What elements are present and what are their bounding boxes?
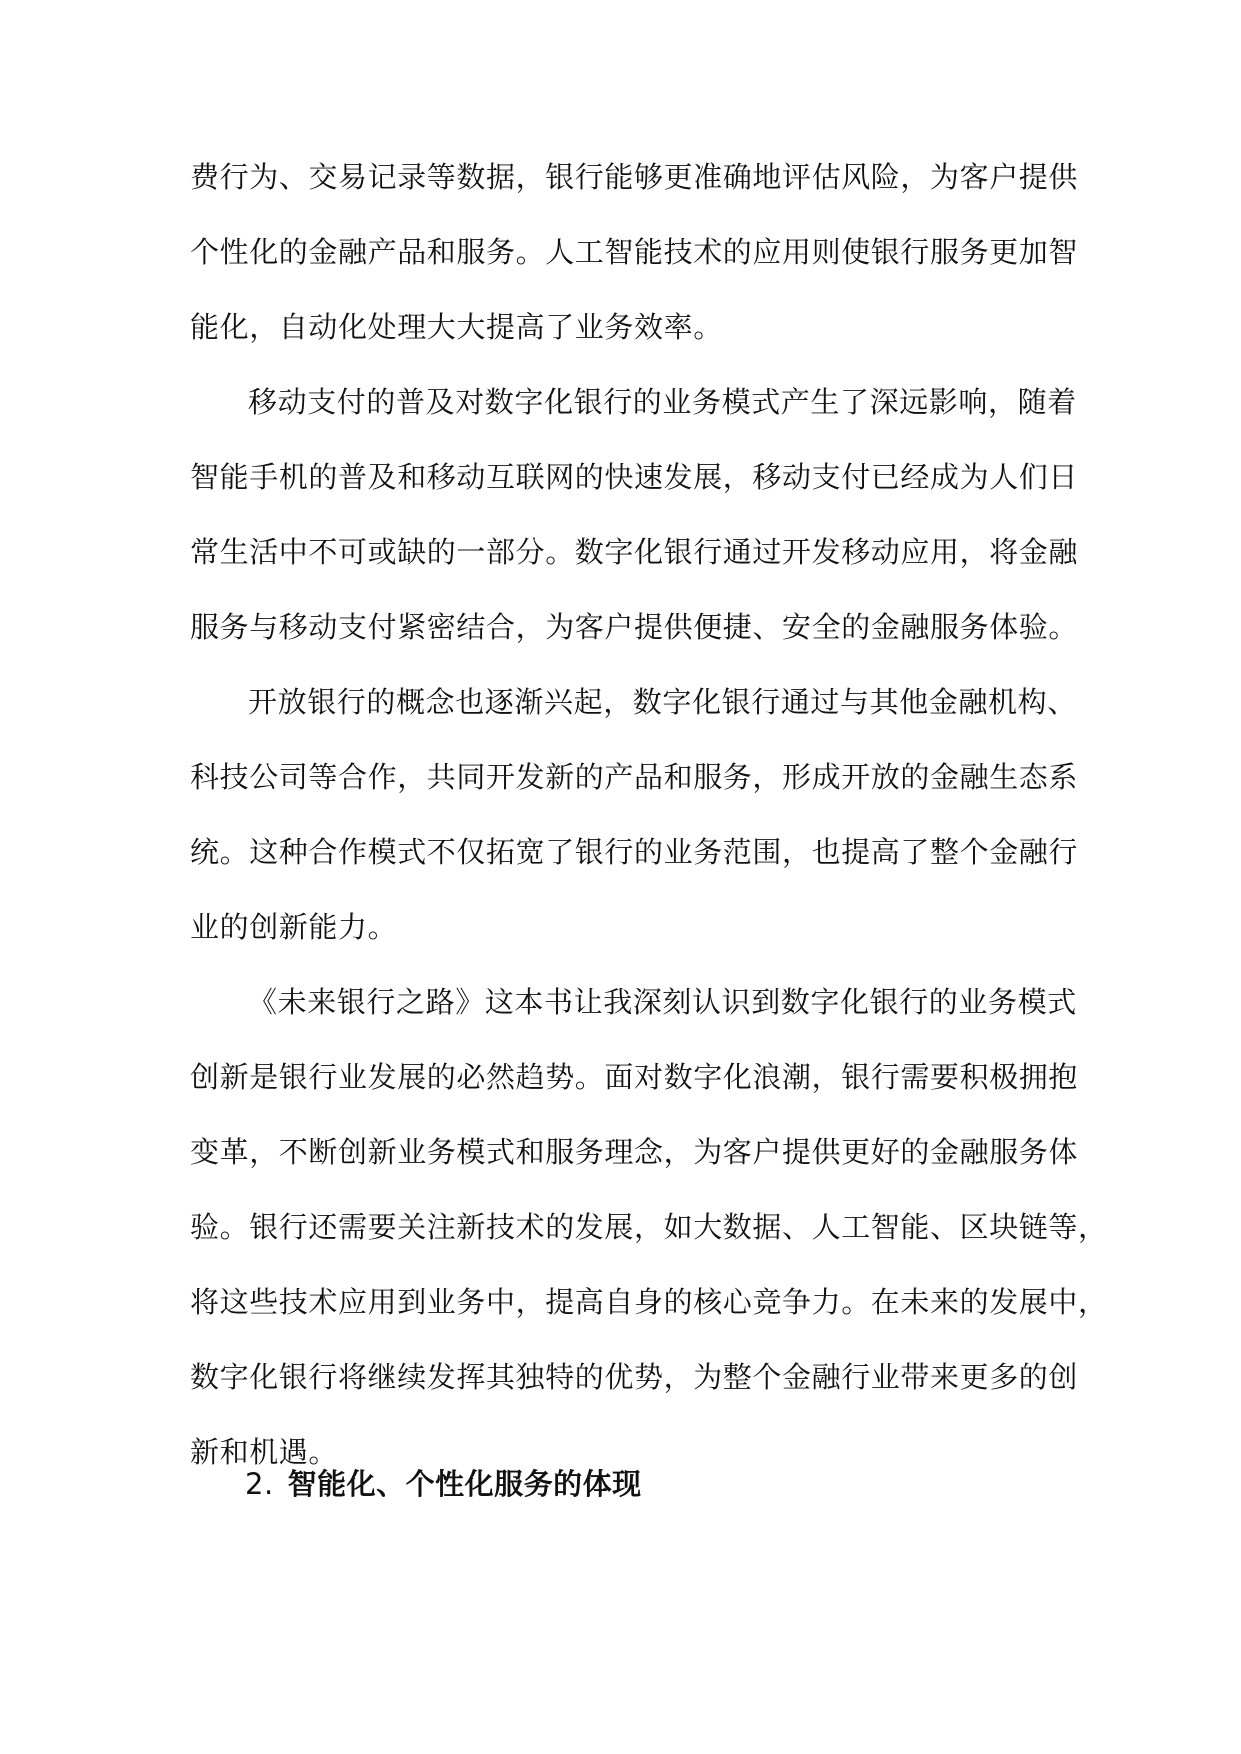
section-heading — [245, 1462, 642, 1503]
text-line: 服务与移动支付紧密结合，为客户提供便捷、安全的金融服务体验。 — [190, 610, 1079, 644]
text-line: 变革，不断创新业务模式和服务理念，为客户提供更好的金融服务体 — [190, 1135, 1079, 1169]
text-line: 科技公司等合作，共同开发新的产品和服务，形成开放的金融生态系 — [190, 760, 1079, 794]
text-line: 开放银行的概念也逐渐兴起，数字化银行通过与其他金融机构、 — [248, 685, 1077, 719]
section-number: 2. — [245, 1467, 274, 1501]
paragraph-3 — [190, 665, 1079, 965]
body-text — [190, 140, 1108, 1490]
text-line: 验。银行还需要关注新技术的发展，如大数据、人工智能、区块链等， — [190, 1210, 1108, 1244]
text-line: 《未来银行之路》这本书让我深刻认识到数字化银行的业务模式 — [248, 985, 1077, 1019]
text-line: 移动支付的普及对数字化银行的业务模式产生了深远影响，随着 — [248, 385, 1077, 419]
text-line: 费行为、交易记录等数据，银行能够更准确地评估风险，为客户提供 — [190, 160, 1079, 194]
paragraph-1 — [190, 140, 1079, 365]
text-line: 业的创新能力。 — [190, 910, 398, 944]
text-line: 将这些技术应用到业务中，提高自身的核心竞争力。在未来的发展中， — [190, 1285, 1108, 1319]
text-line: 能化，自动化处理大大提高了业务效率。 — [190, 310, 723, 344]
paragraph-2 — [190, 365, 1079, 665]
text-line: 数字化银行将继续发挥其独特的优势，为整个金融行业带来更多的创 — [190, 1360, 1079, 1394]
text-line: 创新是银行业发展的必然趋势。面对数字化浪潮，银行需要积极拥抱 — [190, 1060, 1079, 1094]
paragraph-4 — [190, 965, 1108, 1490]
text-line: 常生活中不可或缺的一部分。数字化银行通过开发移动应用，将金融 — [190, 535, 1079, 569]
text-line: 智能手机的普及和移动互联网的快速发展，移动支付已经成为人们日 — [190, 460, 1079, 494]
text-line: 个性化的金融产品和服务。人工智能技术的应用则使银行服务更加智 — [190, 235, 1079, 269]
text-line: 统。这种合作模式不仅拓宽了银行的业务范围，也提高了整个金融行 — [190, 835, 1079, 869]
text-line: 新和机遇。 — [190, 1435, 339, 1469]
section-title: 智能化、个性化服务的体现 — [287, 1467, 642, 1501]
